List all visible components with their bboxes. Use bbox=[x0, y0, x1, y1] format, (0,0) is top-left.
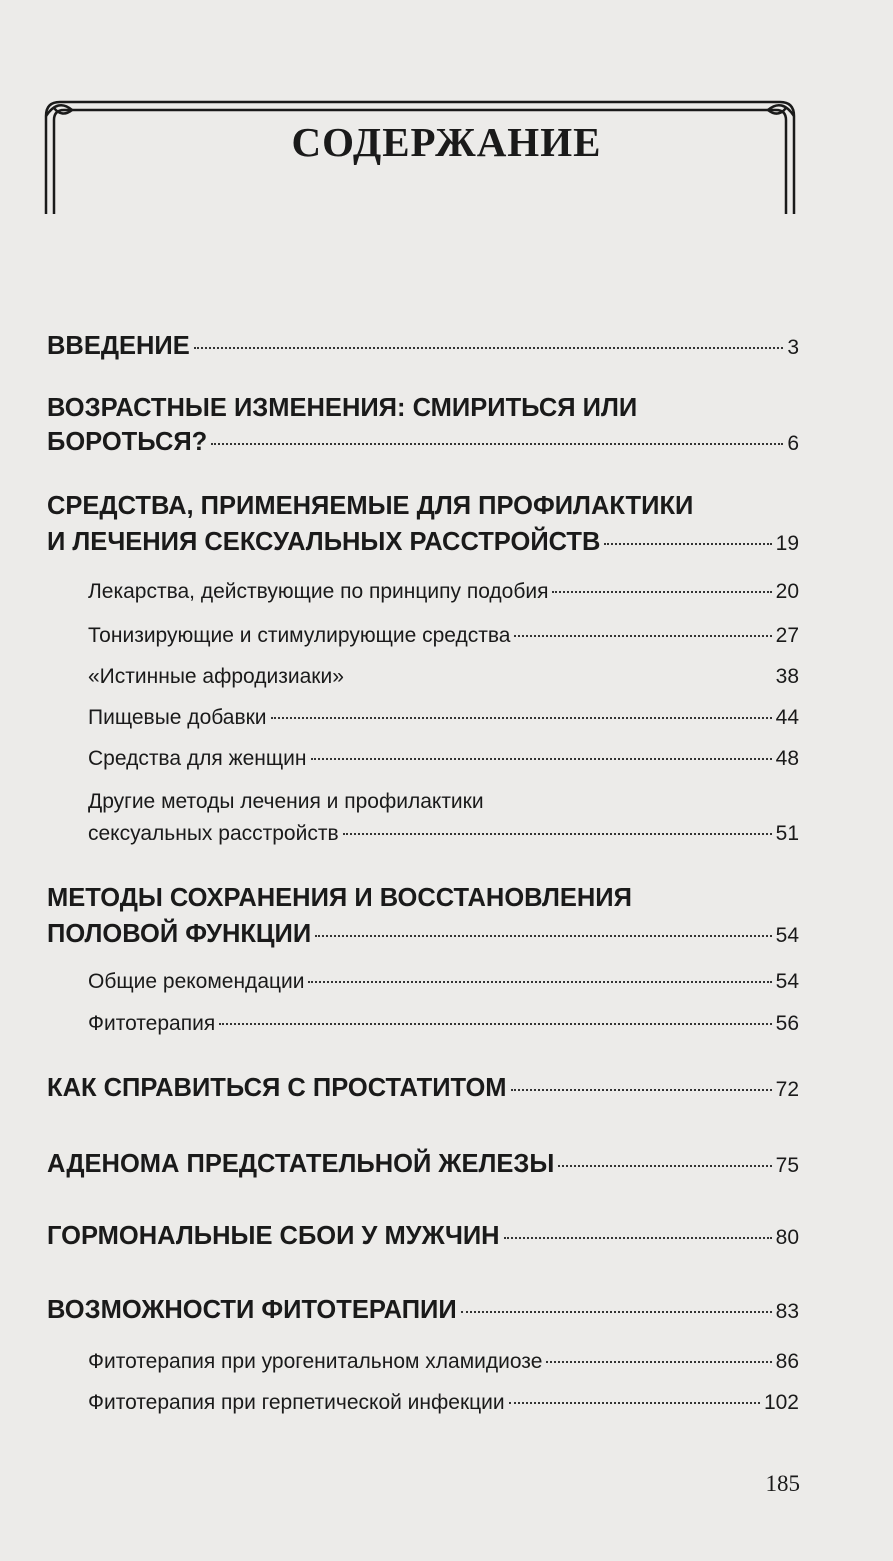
toc-entry-page: 38 bbox=[775, 665, 799, 688]
dot-leader bbox=[546, 1361, 771, 1363]
toc-entry bbox=[88, 747, 799, 771]
toc-entry bbox=[88, 822, 799, 846]
toc-entry-text: Фитотерапия при урогенитальном хламидиозе bbox=[88, 1350, 543, 1373]
toc-entry bbox=[88, 1012, 799, 1036]
toc-entry-text: ГОРМОНАЛЬНЫЕ СБОИ У МУЖЧИН bbox=[47, 1222, 500, 1250]
toc-entry-line1: МЕТОДЫ СОХРАНЕНИЯ И ВОССТАНОВЛЕНИЯ bbox=[47, 884, 632, 912]
toc-entry bbox=[88, 580, 799, 604]
toc-entry-text: «Истинные афродизиаки» bbox=[88, 665, 344, 688]
toc-entry-line1: ВОЗРАСТНЫЕ ИЗМЕНЕНИЯ: СМИРИТЬСЯ ИЛИ bbox=[47, 394, 638, 422]
dot-leader bbox=[514, 635, 771, 637]
dot-leader bbox=[511, 1089, 772, 1091]
dot-leader bbox=[343, 833, 772, 835]
dot-leader bbox=[271, 717, 772, 719]
toc-entry bbox=[47, 1222, 799, 1251]
toc-entry bbox=[47, 528, 799, 557]
toc-entry bbox=[88, 665, 799, 689]
toc-entry-text: Общие рекомендации bbox=[88, 970, 305, 993]
toc-entry-text: Фитотерапия при герпетической инфекции bbox=[88, 1391, 505, 1414]
toc-entry-page: 72 bbox=[775, 1078, 799, 1101]
toc-entry-text: КАК СПРАВИТЬСЯ С ПРОСТАТИТОМ bbox=[47, 1074, 507, 1102]
toc-entry bbox=[47, 1296, 799, 1325]
toc-entry-page: 51 bbox=[775, 822, 799, 845]
dot-leader bbox=[308, 981, 771, 983]
toc-entry-page: 54 bbox=[775, 970, 799, 993]
toc-entry-text: ВОЗМОЖНОСТИ ФИТОТЕРАПИИ bbox=[47, 1296, 457, 1324]
dot-leader bbox=[315, 935, 771, 937]
toc-entry bbox=[88, 1350, 799, 1374]
toc-entry-page: 80 bbox=[775, 1226, 799, 1249]
toc-entry-page: 48 bbox=[775, 747, 799, 770]
toc-entry-line1: Другие методы лечения и профилактики bbox=[88, 790, 484, 813]
dot-leader bbox=[504, 1237, 772, 1239]
toc-entry bbox=[47, 1150, 799, 1179]
toc-entry-page: 54 bbox=[775, 924, 799, 947]
toc-entry-page: 27 bbox=[775, 624, 799, 647]
toc-entry-text: И ЛЕЧЕНИЯ СЕКСУАЛЬНЫХ РАССТРОЙСТВ bbox=[47, 528, 601, 556]
dot-leader bbox=[211, 443, 783, 445]
dot-leader bbox=[194, 347, 784, 349]
dot-leader bbox=[311, 758, 772, 760]
toc-entry-page: 19 bbox=[775, 532, 799, 555]
toc-entry bbox=[47, 1074, 799, 1103]
dot-leader bbox=[604, 543, 771, 545]
toc-entry-page: 86 bbox=[775, 1350, 799, 1373]
toc-entry bbox=[88, 624, 799, 648]
toc-entry-text: Тонизирующие и стимулирующие средства bbox=[88, 624, 511, 647]
dot-leader bbox=[558, 1165, 771, 1167]
toc-entry bbox=[88, 970, 799, 994]
toc-entry-text: ПОЛОВОЙ ФУНКЦИИ bbox=[47, 920, 312, 948]
dot-leader bbox=[219, 1023, 771, 1025]
page-number: 185 bbox=[765, 1471, 800, 1496]
toc-entry-page: 102 bbox=[763, 1391, 799, 1414]
toc-entry-page: 56 bbox=[775, 1012, 799, 1035]
toc-entry-page: 20 bbox=[775, 580, 799, 603]
toc-entry-page: 6 bbox=[787, 432, 799, 455]
toc-entry-line1: СРЕДСТВА, ПРИМЕНЯЕМЫЕ ДЛЯ ПРОФИЛАКТИКИ bbox=[47, 492, 694, 520]
toc-entry-text: Средства для женщин bbox=[88, 747, 307, 770]
toc-entry-text: Фитотерапия bbox=[88, 1012, 216, 1035]
dot-leader bbox=[461, 1311, 772, 1313]
toc-title: СОДЕРЖАНИЕ bbox=[291, 119, 602, 165]
toc-entry bbox=[88, 706, 799, 730]
toc-entry-text: АДЕНОМА ПРЕДСТАТЕЛЬНОЙ ЖЕЛЕЗЫ bbox=[47, 1150, 555, 1178]
toc-entry-page: 83 bbox=[775, 1300, 799, 1323]
toc-entry bbox=[88, 1391, 799, 1415]
dot-leader bbox=[509, 1402, 760, 1404]
toc-entry bbox=[47, 428, 799, 457]
dot-leader bbox=[552, 591, 771, 593]
toc-entry bbox=[47, 920, 799, 949]
toc-entry-text: сексуальных расстройств bbox=[88, 822, 339, 845]
toc-entry-page: 44 bbox=[775, 706, 799, 729]
dot-leader bbox=[348, 676, 772, 678]
toc-entry-text: Лекарства, действующие по принципу подобия bbox=[88, 580, 549, 603]
toc-entry-page: 3 bbox=[787, 336, 799, 359]
toc-entry-text: Пищевые добавки bbox=[88, 706, 267, 729]
toc-entry-text: ВВЕДЕНИЕ bbox=[47, 332, 190, 360]
toc-entry bbox=[47, 332, 799, 361]
toc-entry-text: БОРОТЬСЯ? bbox=[47, 428, 208, 456]
toc-entry-page: 75 bbox=[775, 1154, 799, 1177]
